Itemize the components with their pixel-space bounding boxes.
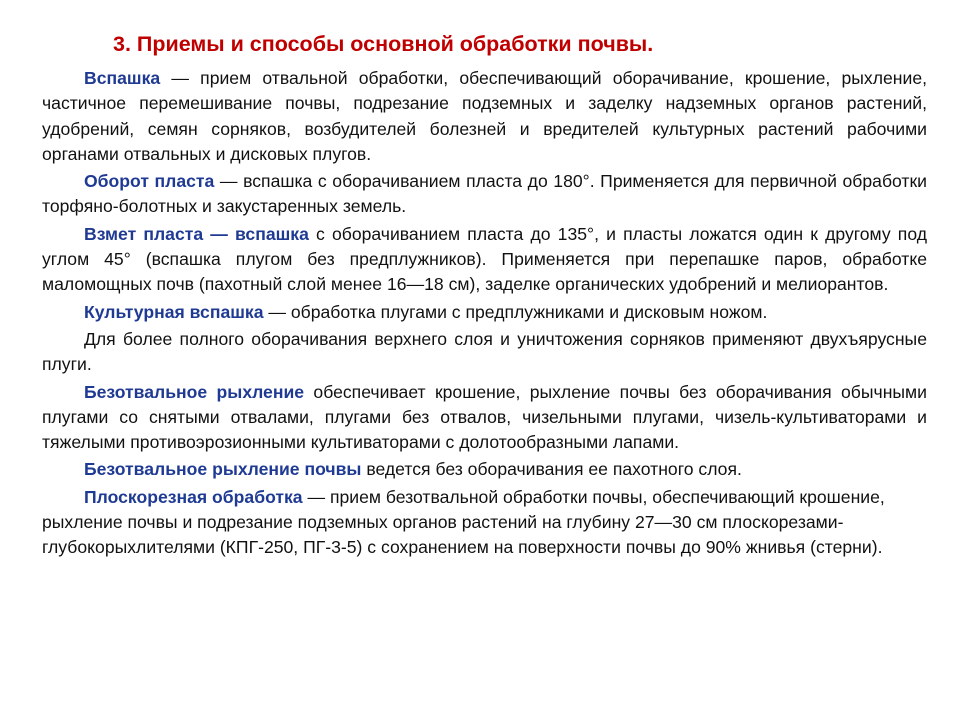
term: Безотвальное рыхление: [84, 381, 305, 402]
term: Оборот пласта: [84, 171, 215, 192]
paragraph-vzmet-plasta: [42, 222, 927, 298]
paragraph-text: обеспечивает крошение, рыхление почвы без оборачивания обычными плугами со снятыми отвалами, плугами без отвалов, чизельными плугами, чизель-культиваторами и тяжелыми противоэрозионными культиваторами с долотообразными лапами.: [42, 381, 927, 453]
paragraph-text: — вспашка с оборачиванием пласта до 180°. Применяется для первичной обработки торфяно-болотных и закустаренных земель.: [42, 171, 928, 217]
paragraph-ploskoreznaya-obrabotka: [42, 485, 927, 561]
paragraph-text: — прием отвальной обработки, обеспечивающий оборачивание, крошение, рыхление, частичное перемешивание почвы, подрезание подземных и заделку надземных органов растений, удобрений, семян сорняков, возбудителей болезней и вредителей культурных растений рабочими органами отвальных и дисковых плугов.: [42, 68, 927, 164]
paragraph-text: — прием безотвальной обработки почвы, обеспечивающий крошение, рыхление почвы и подрезание подземных органов растений на глубину 27—30 см плоскорезами-глубокорыхлителями (КПГ-250, ПГ-3-5) с сохранением на поверхности почвы до 90% жнивья (стерни).: [42, 486, 885, 558]
slide-body: [42, 66, 927, 563]
paragraph-dvukhyarusnye-plugi: [42, 327, 927, 378]
paragraph-vspashka: [42, 66, 927, 167]
term: Безотвальное рыхление почвы: [84, 459, 362, 480]
term: Взмет пласта — вспашка: [84, 223, 309, 244]
term: Вспашка: [84, 68, 161, 88]
paragraph-text: с оборачиванием пласта до 135°, и пласты ложатся один к другому под углом 45° (вспашка плугом без предплужников). Применяется при перепашке паров, обработке маломощных почв (пахотный слой менее 16—18 см), заделке органических удобрений и мелиорантов.: [42, 223, 927, 295]
paragraph-bezotvalnoe-rykhlenie: [42, 380, 927, 456]
paragraph-oborot-plasta: [42, 169, 927, 220]
paragraph-kulturnaya-vspashka: [42, 300, 927, 325]
paragraph-text: — обработка плугами с предплужниками и дисковым ножом.: [263, 301, 768, 322]
paragraph-bezotvalnoe-rykhlenie-pochvy: [42, 457, 927, 482]
paragraph-text: Для более полного оборачивания верхнего слоя и уничтожения сорняков применяют двухъярусные плуги.: [42, 328, 927, 375]
slide-title: 3. Приемы и способы основной обработки почвы.: [113, 32, 654, 56]
term: Плоскорезная обработка: [84, 486, 303, 507]
paragraph-text: ведется без оборачивания ее пахотного слоя.: [361, 459, 742, 480]
term: Культурная вспашка: [84, 301, 264, 322]
